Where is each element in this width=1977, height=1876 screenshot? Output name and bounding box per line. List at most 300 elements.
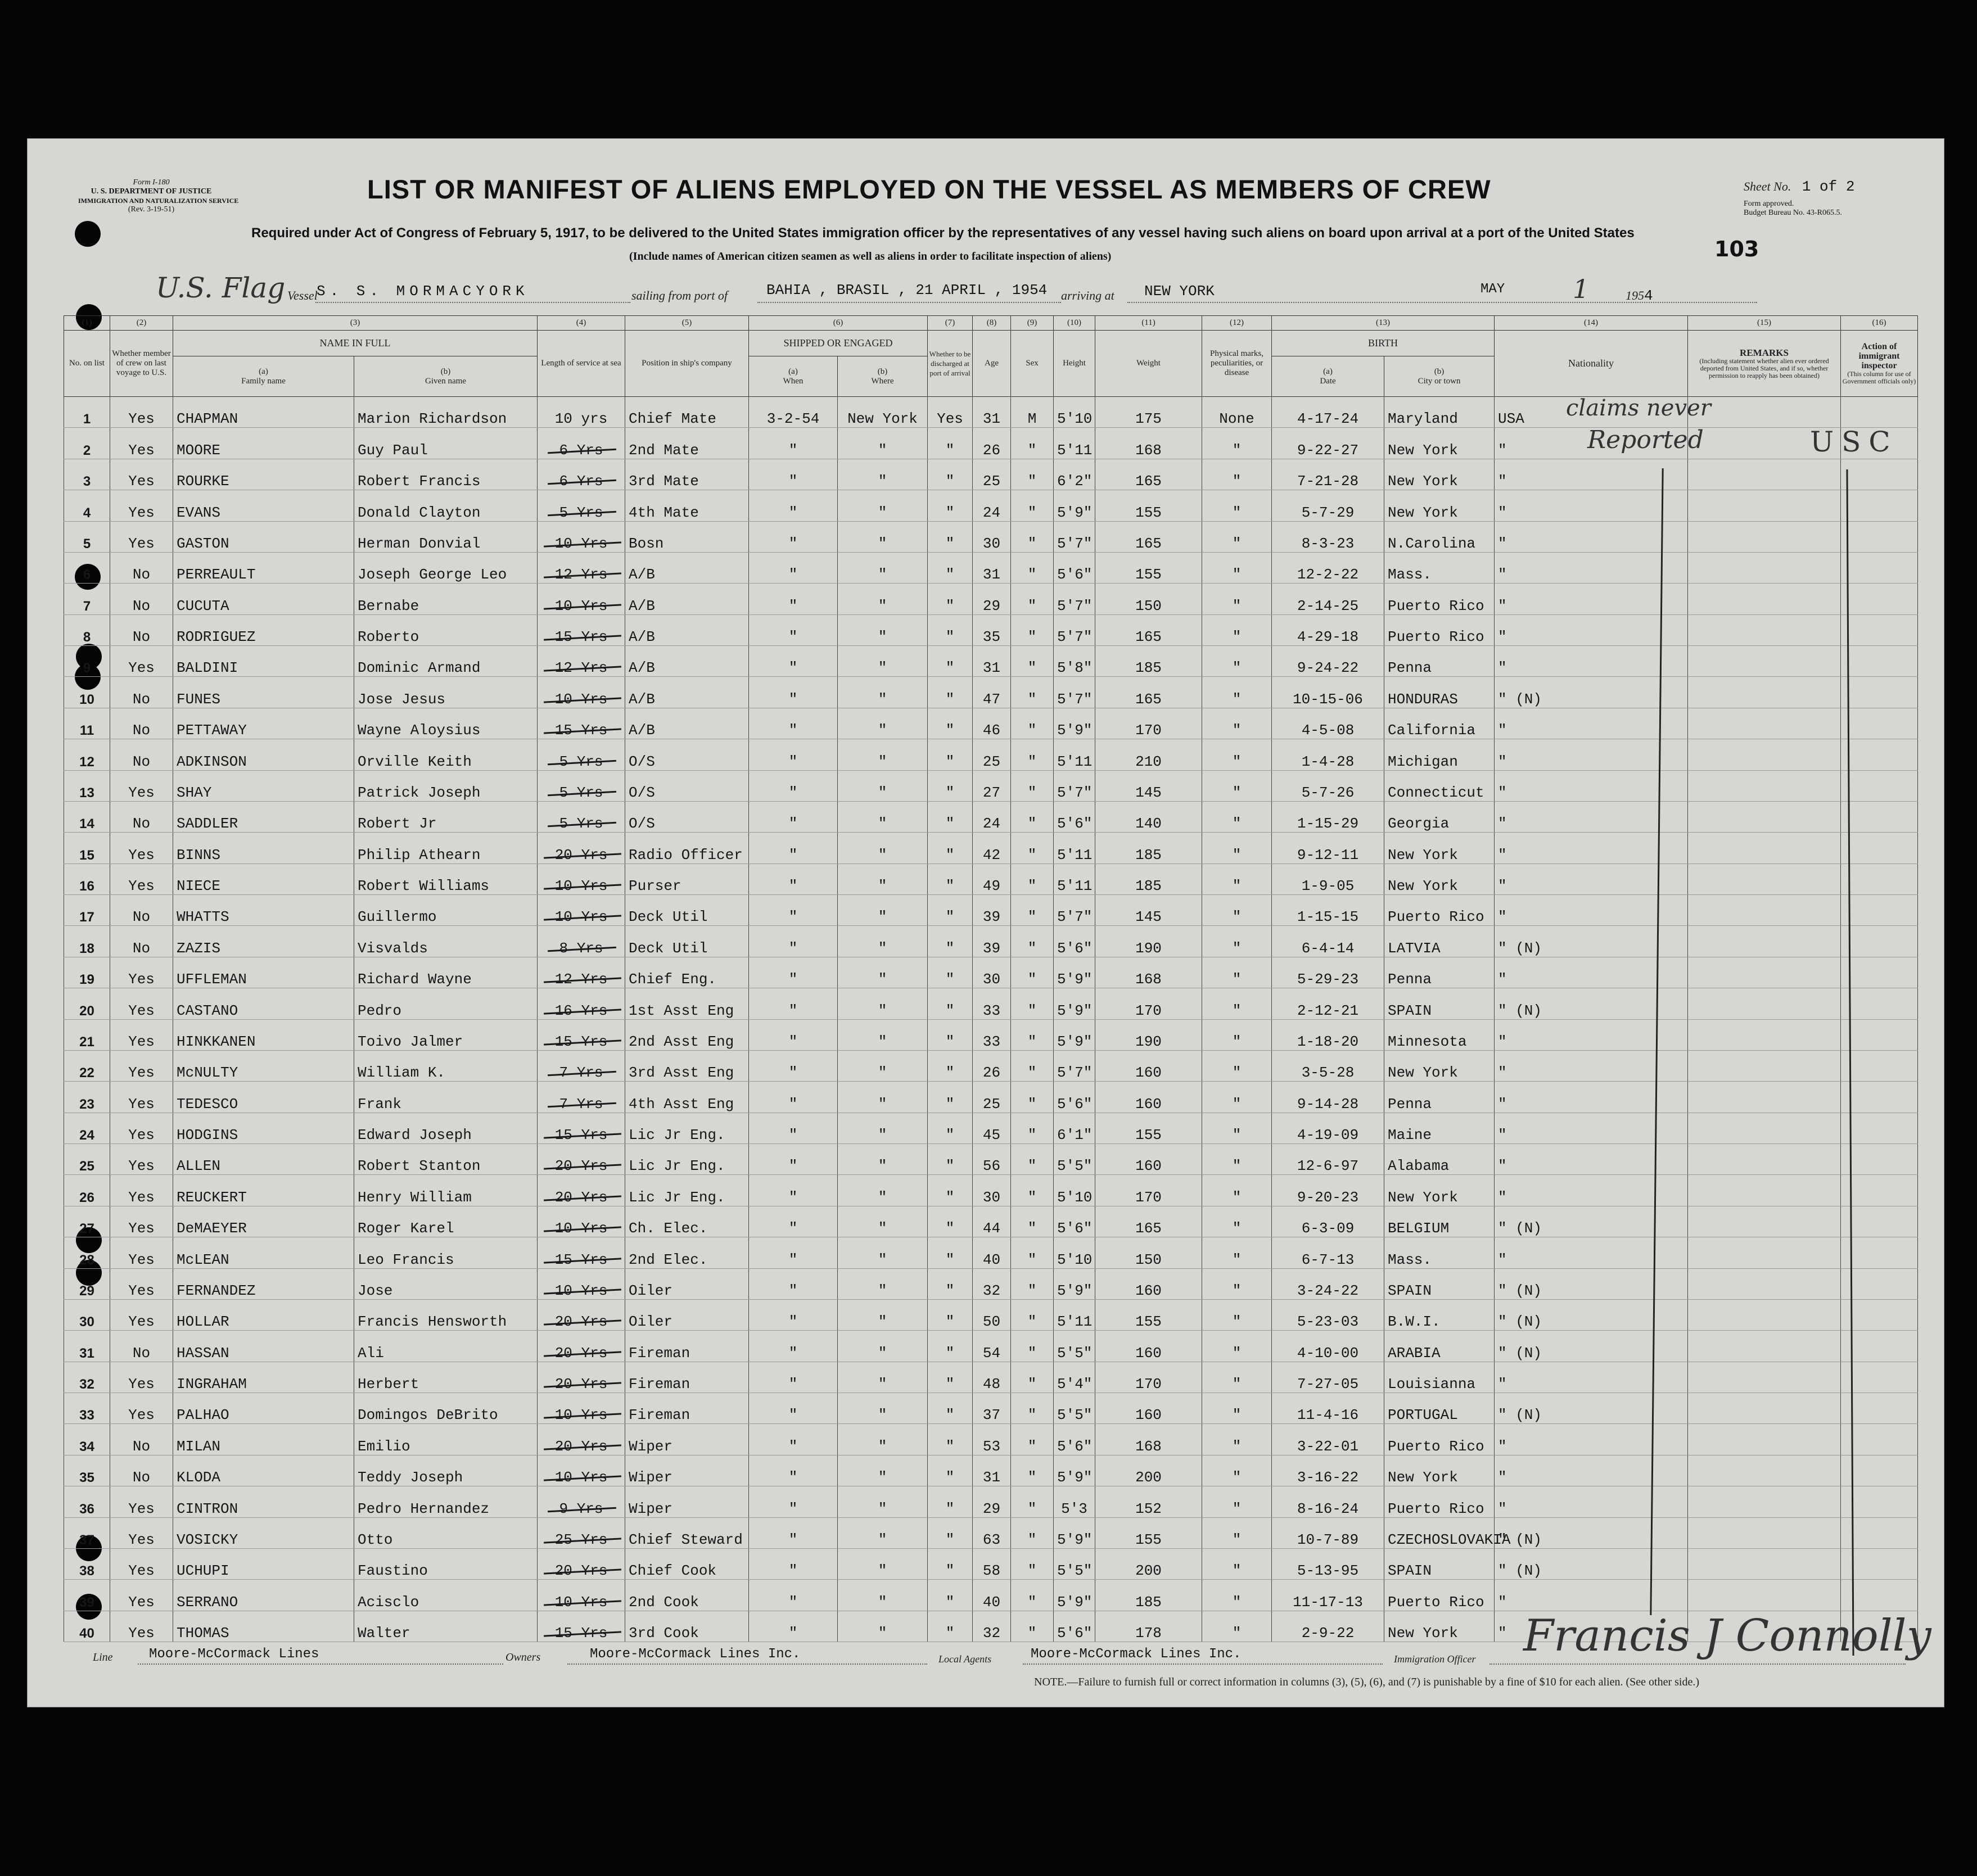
shipped-when-value: ": [788, 659, 798, 677]
family-name: [173, 1362, 354, 1393]
row-number: [64, 1268, 110, 1299]
discharged-value: ": [945, 1095, 955, 1113]
birth-date-value: 11-17-13: [1293, 1593, 1363, 1611]
row-number-value: 3: [83, 474, 91, 490]
table-row: [64, 1548, 1918, 1579]
birth-place: [1384, 957, 1495, 988]
discharged-value: ": [945, 939, 955, 957]
shipped-where-value: ": [878, 1158, 887, 1175]
birth-date-value: 10-15-06: [1293, 690, 1363, 708]
last-voyage: [110, 1206, 173, 1237]
weight: [1095, 708, 1202, 739]
given-name: [354, 1548, 538, 1579]
height-value: 5'3: [1061, 1500, 1087, 1517]
sex-value: ": [1027, 1625, 1037, 1642]
physical-marks: [1202, 428, 1272, 459]
last-voyage-value: No: [132, 597, 151, 614]
last-voyage-value: Yes: [128, 1251, 155, 1268]
discharged: [928, 521, 973, 552]
shipped-where-value: ": [878, 690, 887, 708]
weight: [1095, 864, 1202, 894]
age-value: 25: [982, 473, 1001, 490]
position-value: Wiper: [629, 1500, 673, 1517]
shipped-when-value: ": [788, 1437, 798, 1455]
sex: [1011, 397, 1054, 428]
discharged: [928, 708, 973, 739]
height: [1054, 1050, 1095, 1081]
physical-marks-value: ": [1232, 1344, 1242, 1362]
remarks-cell: [1688, 708, 1841, 739]
discharged: [928, 957, 973, 988]
physical-marks-value: ": [1232, 908, 1242, 926]
birth-date: [1272, 614, 1384, 645]
service-length: [538, 770, 625, 801]
discharged: [928, 770, 973, 801]
given-name-value: Faustino: [358, 1562, 428, 1580]
birth-place-value: Minnesota: [1388, 1033, 1467, 1050]
shipped-when: [749, 428, 838, 459]
service-length: [538, 1019, 625, 1050]
height: [1054, 988, 1095, 1019]
given-name: [354, 521, 538, 552]
birth-place: [1384, 864, 1495, 894]
height-value: 5'11: [1057, 753, 1093, 770]
shipped-where: [838, 397, 928, 428]
discharged-value: ": [945, 753, 955, 770]
birth-date-value: 5-13-95: [1297, 1562, 1359, 1580]
sex-value: ": [1027, 1095, 1037, 1113]
age-value: 31: [982, 1469, 1001, 1486]
discharged: [928, 552, 973, 583]
shipped-when-value: ": [788, 597, 798, 614]
birth-date-value: 1-4-28: [1301, 753, 1355, 770]
action-cell: [1841, 1144, 1918, 1175]
given-name: [354, 895, 538, 926]
weight: [1095, 957, 1202, 988]
age-value: 31: [982, 410, 1001, 428]
remarks-cell: [1688, 1331, 1841, 1362]
sex-value: ": [1027, 1064, 1037, 1082]
height-value: 5'9": [1057, 722, 1093, 739]
discharged: [928, 1299, 973, 1330]
position: [625, 490, 749, 521]
height: [1054, 1331, 1095, 1362]
family-name: [173, 677, 354, 708]
birth-date-value: 4-5-08: [1301, 722, 1355, 739]
position-value: A/B: [629, 566, 655, 584]
service-length: [538, 1113, 625, 1143]
family-name-value: McNULTY: [177, 1064, 238, 1082]
row-number-value: 25: [79, 1159, 94, 1174]
row-number-value: 14: [79, 816, 94, 832]
nationality-value: ": [1498, 1095, 1507, 1113]
weight: [1095, 1082, 1202, 1113]
header-action: [1841, 331, 1918, 397]
header-birth: BIRTH: [1272, 331, 1495, 356]
row-number: [64, 1019, 110, 1050]
height: [1054, 1580, 1095, 1611]
given-name-value: Henry William: [358, 1188, 472, 1206]
last-voyage-value: Yes: [128, 1064, 155, 1082]
height-value: 5'9": [1057, 971, 1093, 988]
sex: [1011, 1268, 1054, 1299]
line-line: [138, 1663, 503, 1665]
age: [973, 1331, 1011, 1362]
height-value: 5'7": [1057, 597, 1093, 614]
given-name: [354, 646, 538, 677]
position-value: Fireman: [629, 1344, 690, 1362]
family-name: [173, 1611, 354, 1642]
birth-place-value: SPAIN: [1388, 1562, 1432, 1580]
given-name-value: Wayne Aloysius: [358, 722, 481, 739]
height-value: 5'9": [1057, 1531, 1093, 1548]
physical-marks-value: ": [1232, 846, 1242, 864]
position: [625, 926, 749, 957]
last-voyage-value: Yes: [128, 1002, 155, 1019]
given-name: [354, 1299, 538, 1330]
shipped-when-value: ": [788, 1251, 798, 1268]
family-name-value: SADDLER: [177, 815, 238, 833]
physical-marks-value: ": [1232, 1313, 1242, 1331]
service-length: [538, 864, 625, 894]
shipped-where-value: ": [878, 815, 887, 833]
given-name-value: Robert Francis: [358, 473, 481, 490]
nationality: [1495, 1175, 1688, 1206]
birth-date-value: 5-23-03: [1297, 1313, 1359, 1331]
table-row: [64, 584, 1918, 614]
vessel-label: Vessel: [287, 288, 318, 302]
weight-value: 168: [1135, 1437, 1162, 1455]
shipped-where: [838, 1611, 928, 1642]
nationality-value: ": [1498, 1376, 1507, 1393]
remarks-cell: [1688, 1362, 1841, 1393]
birth-date-value: 9-12-11: [1297, 846, 1359, 864]
colnum-11: (11): [1095, 316, 1202, 331]
remarks-cell: [1688, 801, 1841, 832]
remarks-cell: [1688, 1237, 1841, 1268]
sex: [1011, 490, 1054, 521]
sub-a: (a): [788, 367, 798, 376]
shipped-where-value: ": [878, 1625, 887, 1642]
last-voyage-value: No: [132, 815, 151, 833]
shipped-when-value: ": [788, 753, 798, 770]
service-length-value: 10 Yrs: [554, 1469, 608, 1486]
birth-date-value: 7-27-05: [1297, 1376, 1359, 1393]
discharged-value: ": [945, 629, 955, 645]
nationality-value: ": [1498, 1437, 1507, 1455]
sub-a: (a): [259, 367, 268, 376]
shipped-where-value: ": [878, 1064, 887, 1082]
age-value: 24: [982, 504, 1001, 521]
table-row: [64, 770, 1918, 801]
birth-place-value: California: [1388, 722, 1476, 739]
service-length-value: 20 Yrs: [554, 1437, 608, 1455]
row-number: [64, 1175, 110, 1206]
action-cell: [1841, 490, 1918, 521]
age: [973, 1206, 1011, 1237]
nationality-value: ": [1498, 659, 1507, 677]
position: [625, 1580, 749, 1611]
header-nationality: Nationality: [1495, 331, 1688, 397]
family-name-value: McLEAN: [177, 1251, 229, 1268]
family-name-value: EVANS: [177, 504, 221, 521]
nationality-value: ": [1498, 566, 1507, 584]
birth-place-value: SPAIN: [1388, 1002, 1432, 1019]
discharged: [928, 677, 973, 708]
action-cell: [1841, 646, 1918, 677]
age-value: 29: [982, 597, 1001, 614]
birth-place: [1384, 1424, 1495, 1455]
age-value: 29: [982, 1500, 1001, 1517]
action-cell: [1841, 739, 1918, 770]
position-value: 1st Asst Eng: [629, 1002, 734, 1019]
birth-date: [1272, 428, 1384, 459]
row-number-value: 13: [79, 785, 94, 801]
colnum-7: (7): [928, 316, 973, 331]
family-name-value: MOORE: [177, 441, 221, 459]
row-number-value: 12: [79, 754, 94, 770]
action-cell: [1841, 1082, 1918, 1113]
service-length: [538, 552, 625, 583]
last-voyage: [110, 428, 173, 459]
shipped-when: [749, 988, 838, 1019]
shipped-when: [749, 926, 838, 957]
position: [625, 1393, 749, 1424]
birth-date-value: 1-18-20: [1297, 1033, 1359, 1050]
row-number-value: 15: [79, 847, 94, 863]
family-name: [173, 957, 354, 988]
row-number-value: 36: [79, 1501, 94, 1517]
discharged-value: ": [945, 1313, 955, 1331]
table-row: [64, 1299, 1918, 1330]
physical-marks-value: ": [1232, 1562, 1242, 1580]
action-cell: [1841, 1019, 1918, 1050]
table-header: [64, 316, 1918, 397]
physical-marks-value: None: [1219, 410, 1254, 428]
birth-date-value: 10-7-89: [1297, 1531, 1359, 1548]
birth-place-value: Alabama: [1388, 1158, 1450, 1175]
shipped-when: [749, 1611, 838, 1642]
table-row: [64, 1268, 1918, 1299]
height-value: 5'6": [1057, 1220, 1093, 1237]
service-length: [538, 1486, 625, 1517]
owners-label: Owners: [505, 1651, 541, 1663]
height: [1054, 1019, 1095, 1050]
sex-value: ": [1027, 1188, 1037, 1206]
birth-date-value: 9-14-28: [1297, 1095, 1359, 1113]
sex-value: ": [1027, 566, 1037, 584]
last-voyage-value: Yes: [128, 1127, 155, 1143]
shipped-where-value: ": [878, 659, 887, 677]
height-value: 5'6": [1057, 1437, 1093, 1455]
given-name: [354, 552, 538, 583]
discharged-value: ": [945, 846, 955, 864]
given-name-value: Roberto: [358, 629, 419, 645]
stamp-number: 103: [1714, 237, 1759, 261]
row-number: [64, 646, 110, 677]
last-voyage: [110, 1050, 173, 1081]
colnum-14: (14): [1495, 316, 1688, 331]
shipped-where: [838, 1268, 928, 1299]
table-row: [64, 1580, 1918, 1611]
given-name-value: Jose Jesus: [358, 690, 446, 708]
position: [625, 1548, 749, 1579]
remarks-cell: [1688, 739, 1841, 770]
table-row: [64, 833, 1918, 864]
weight-value: 168: [1135, 971, 1162, 988]
family-name: [173, 895, 354, 926]
shipped-where-value: ": [878, 1407, 887, 1424]
given-name-value: Toivo Jalmer: [358, 1033, 463, 1050]
row-number-value: 21: [79, 1034, 94, 1050]
physical-marks-value: ": [1232, 1531, 1242, 1548]
birth-place-value: New York: [1388, 878, 1458, 894]
position-value: Chief Mate: [629, 410, 717, 428]
discharged: [928, 1113, 973, 1143]
physical-marks-value: ": [1232, 629, 1242, 645]
service-length-value: 15 Yrs: [554, 1251, 608, 1268]
age-value: 56: [982, 1158, 1001, 1175]
header-name: NAME IN FULL: [173, 331, 538, 356]
height: [1054, 926, 1095, 957]
given-name-value: Pedro: [358, 1002, 402, 1019]
height: [1054, 1206, 1095, 1237]
remarks-cell: [1688, 1548, 1841, 1579]
table-row: [64, 677, 1918, 708]
manifest-sheet: [27, 138, 1944, 1707]
given-name: [354, 864, 538, 894]
age-value: 25: [982, 1095, 1001, 1113]
weight-value: 175: [1135, 410, 1162, 428]
birth-place: [1384, 1362, 1495, 1393]
discharged: [928, 926, 973, 957]
height-value: 5'5": [1057, 1407, 1093, 1424]
sex: [1011, 739, 1054, 770]
last-voyage-value: No: [132, 1437, 151, 1455]
discharged-value: ": [945, 1127, 955, 1143]
last-voyage-value: Yes: [128, 1593, 155, 1611]
shipped-where: [838, 1082, 928, 1113]
shipped-when: [749, 459, 838, 490]
age: [973, 490, 1011, 521]
row-number-value: 28: [79, 1252, 94, 1268]
age-value: 48: [982, 1376, 1001, 1393]
service-length-value: 20 Yrs: [554, 1562, 608, 1580]
family-name: [173, 1517, 354, 1548]
age-value: 46: [982, 722, 1001, 739]
service-length-value: 10 Yrs: [554, 535, 608, 552]
include-note: (Include names of American citizen seamen as well as aliens in order to facilitate inspection of aliens): [629, 250, 1112, 263]
agents-label: Local Agents: [938, 1653, 992, 1665]
sex-value: ": [1027, 846, 1037, 864]
service-length-value: 8 Yrs: [559, 939, 603, 957]
remark-claims-never: claims never: [1566, 395, 1711, 421]
header-service: Length of service at sea: [538, 331, 625, 397]
birth-place: [1384, 428, 1495, 459]
action-cell: [1841, 459, 1918, 490]
nationality: [1495, 1486, 1688, 1517]
row-number: [64, 677, 110, 708]
row-number-value: 5: [83, 536, 91, 552]
birth-date: [1272, 490, 1384, 521]
last-voyage: [110, 1486, 173, 1517]
budget-bureau: Budget Bureau No. 43-R065.5.: [1744, 209, 1842, 217]
physical-marks-value: ": [1232, 1188, 1242, 1206]
height: [1054, 459, 1095, 490]
service-length: [538, 428, 625, 459]
row-number: [64, 428, 110, 459]
last-voyage-value: No: [132, 566, 151, 584]
shipped-where: [838, 1486, 928, 1517]
shipped-when-value: ": [788, 1625, 798, 1642]
service-length: [538, 801, 625, 832]
sex-value: ": [1027, 504, 1037, 521]
height-value: 5'6": [1057, 566, 1093, 584]
weight-value: 155: [1135, 566, 1162, 584]
table-row: [64, 957, 1918, 988]
sex: [1011, 1082, 1054, 1113]
discharged: [928, 1082, 973, 1113]
age-value: 30: [982, 1188, 1001, 1206]
birth-place-value: B.W.I.: [1388, 1313, 1441, 1331]
flag-note: U.S. Flag: [156, 272, 286, 304]
nationality: [1495, 1331, 1688, 1362]
position: [625, 552, 749, 583]
family-name: [173, 584, 354, 614]
last-voyage-value: Yes: [128, 441, 155, 459]
family-name: [173, 708, 354, 739]
birth-date-value: 3-16-22: [1297, 1469, 1359, 1486]
action-cell: [1841, 864, 1918, 894]
sex: [1011, 1362, 1054, 1393]
birth-place-value: Michigan: [1388, 753, 1458, 770]
last-voyage: [110, 584, 173, 614]
row-number-value: 30: [79, 1314, 94, 1330]
discharged-value: ": [945, 1188, 955, 1206]
physical-marks-value: ": [1232, 1127, 1242, 1143]
age: [973, 521, 1011, 552]
birth-date-value: 7-21-28: [1297, 473, 1359, 490]
service-length: [538, 1237, 625, 1268]
discharged-value: ": [945, 690, 955, 708]
birth-date-value: 3-22-01: [1297, 1437, 1359, 1455]
position: [625, 1517, 749, 1548]
sex: [1011, 1486, 1054, 1517]
position-value: A/B: [629, 629, 655, 645]
nationality: [1495, 1019, 1688, 1050]
remarks-cell: [1688, 490, 1841, 521]
service-length-value: 5 Yrs: [559, 815, 603, 833]
height-value: 5'8": [1057, 659, 1093, 677]
shipped-when-value: ": [788, 1127, 798, 1143]
row-number-value: 19: [79, 972, 94, 988]
physical-marks-value: ": [1232, 1437, 1242, 1455]
sex-value: M: [1027, 410, 1037, 428]
given-name-value: Roger Karel: [358, 1220, 454, 1237]
height: [1054, 677, 1095, 708]
shipped-when-value: ": [788, 473, 798, 490]
physical-marks: [1202, 1362, 1272, 1393]
table-row: [64, 1206, 1918, 1237]
position: [625, 1331, 749, 1362]
row-number-value: 24: [79, 1128, 94, 1143]
action-cell: [1841, 1206, 1918, 1237]
weight-value: 170: [1135, 722, 1162, 739]
age: [973, 926, 1011, 957]
agents-value: Moore-McCormack Lines Inc.: [1031, 1647, 1242, 1662]
position-value: Ch. Elec.: [629, 1220, 708, 1237]
given-name-value: Emilio: [358, 1437, 410, 1455]
